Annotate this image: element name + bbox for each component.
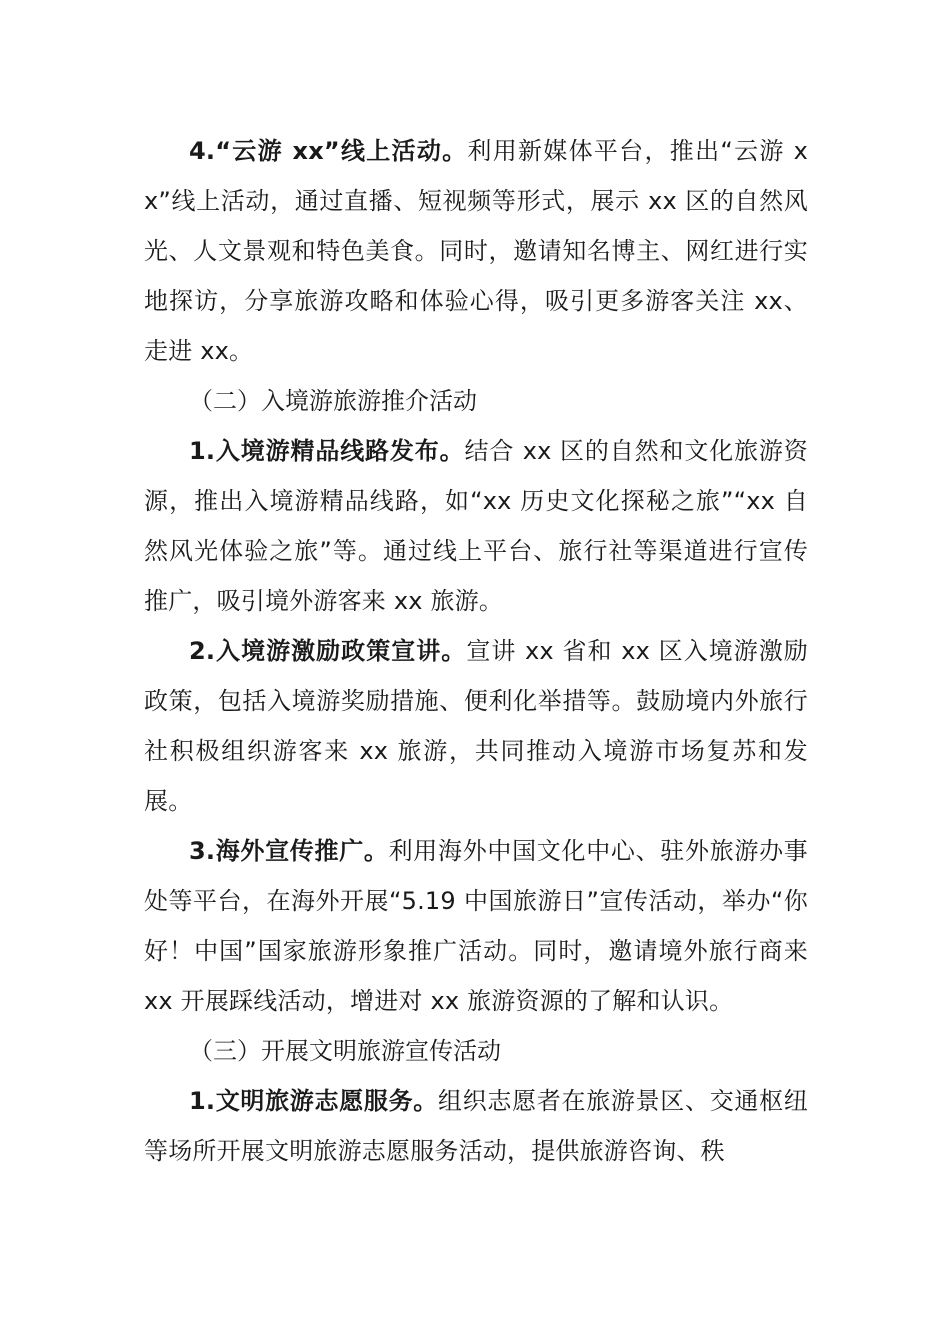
paragraph-lead: 1.入境游精品线路发布。 [189, 437, 465, 465]
paragraph-text: 利用新媒体平台，推出“云游 xx”线上活动，通过直播、短视频等形式，展示 xx 区的自然风光、人文景观和特色美食。同时，邀请知名博主、网红进行实地探访，分享旅游攻略和体验心得，吸引更多游客关注 xx、走进 xx。 [144, 137, 808, 365]
section-heading-civilized-tourism: （三）开展文明旅游宣传活动 [189, 1037, 501, 1065]
paragraph-text: 利用海外中国文化中心、驻外旅游办事处等平台，在海外开展“5.19 中国旅游日”宣传活动，举办“你好！中国”国家旅游形象推广活动。同时，邀请境外旅行商来 xx 开展踩线活动，增进对 xx 旅游资源的了解和认识。 [144, 837, 808, 1015]
paragraph-overseas-promotion [144, 826, 808, 1026]
document-body [144, 126, 808, 1176]
paragraph-text: 宣讲 xx 省和 xx 区入境游激励政策，包括入境游奖励措施、便利化举措等。鼓励境内外旅行社积极组织游客来 xx 旅游，共同推动入境游市场复苏和发展。 [144, 637, 808, 815]
section-heading-inbound-promotion: （二）入境游旅游推介活动 [189, 387, 477, 415]
paragraph-text: 组织志愿者在旅游景区、交通枢纽等场所开展文明旅游志愿服务活动，提供旅游咨询、秩 [144, 1087, 808, 1165]
paragraph-lead: 1.文明旅游志愿服务。 [189, 1087, 439, 1115]
paragraph-lead: 4.“云游 xx”线上活动。 [189, 137, 468, 165]
paragraph-volunteer-service [144, 1076, 808, 1176]
paragraph-cloud-tour [144, 126, 808, 376]
paragraph-lead: 2.入境游激励政策宣讲。 [189, 637, 467, 665]
paragraph-text: 结合 xx 区的自然和文化旅游资源，推出入境游精品线路，如“xx 历史文化探秘之旅”“xx 自然风光体验之旅”等。通过线上平台、旅行社等渠道进行宣传推广，吸引境外游客来 xx 旅游。 [144, 437, 808, 615]
paragraph-inbound-policy [144, 626, 808, 826]
paragraph-lead: 3.海外宣传推广。 [189, 837, 389, 865]
paragraph-inbound-routes [144, 426, 808, 626]
